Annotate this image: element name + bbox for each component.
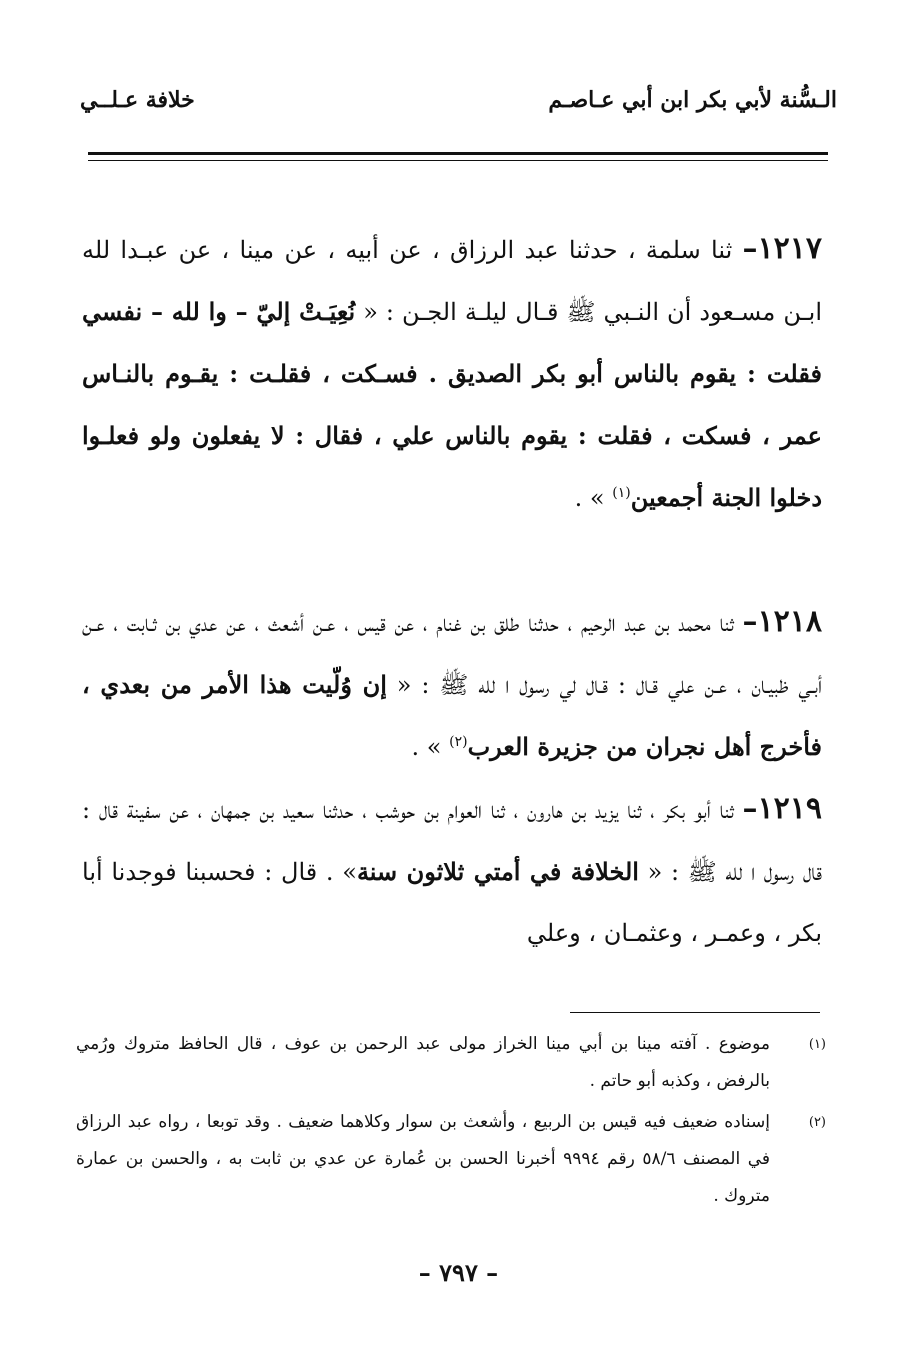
hadith-isnad: ثنا سلمة ، حدثنا عبد الرزاق ، عن أبيه ، عن مينا ، عن عبـدا لله ابـن مسـعود أن النـبي ﷺ قـال ليلـة الجـن : « bbox=[82, 236, 822, 326]
chapter-title: خلافة عـلــي bbox=[80, 87, 195, 113]
hadith-close: » . bbox=[574, 484, 613, 512]
hadith-number: ١٢١٧ bbox=[757, 231, 822, 266]
hadith-number: ١٢١٩ bbox=[757, 791, 822, 826]
hadith-1219 bbox=[82, 778, 822, 964]
footnote-ref[interactable]: (٢) bbox=[449, 734, 468, 750]
hadith-matn: الخلافة في أمتي ثلاثون سنة bbox=[356, 857, 639, 886]
footnote-1 bbox=[76, 1026, 826, 1100]
hadith-close: » . قال : فحسبنا فوجدنا أبا بكر ، وعمـر ، وعثمـان ، وعلي bbox=[82, 858, 822, 947]
hadith-dash: – bbox=[742, 231, 758, 266]
hadith-matn: إن وُلّيت هذا الأمر من بعدي ، فأخرج أهل نجران من جزيرة العرب bbox=[82, 670, 822, 761]
footnote-text: إسناده ضعيف فيه قيس بن الربيع ، وأشعث بن سوار وكلاهما ضعيف . وقد توبعا ، رواه عبد الرزاق في المصنف ٥٨/٦ رقم ٩٩٩٤ أخبرنا الحسن بن عُمارة عن عدي بن ثابت به ، والحسن بن عمارة متروك . bbox=[76, 1112, 770, 1206]
main-text bbox=[82, 218, 822, 964]
footnote-marker: (٢) bbox=[808, 1115, 826, 1130]
footnote-separator bbox=[570, 1012, 820, 1013]
running-header bbox=[80, 80, 837, 120]
footnote-marker: (١) bbox=[808, 1037, 826, 1052]
footnote-ref[interactable]: (١) bbox=[612, 485, 631, 501]
footnote-text: موضوع . آفته مينا بن أبي مينا الخراز مولى عبد الرحمن بن عوف ، قال الحافظ متروك ورُمي بالرفض ، وكذبه أبو حاتم . bbox=[76, 1034, 770, 1091]
hadith-number: ١٢١٨ bbox=[757, 604, 822, 639]
hadith-1217 bbox=[82, 218, 822, 529]
page-number: – ٧٩٧ – bbox=[418, 1258, 499, 1287]
header-rule-thin bbox=[88, 160, 828, 161]
hadith-matn: نُعِيَـتْ إليّ – وا لله – نفسي فقلت : يقوم بالناس أبو بكر الصديق . فسـكت ، فقلـت : يقـوم بالنـاس عمر ، فسكت ، فقلت : يقوم بالناس علي ، فقال : لا يفعلون ولو فعلـوا دخلوا الجنة أجمعين bbox=[82, 297, 822, 512]
footnotes bbox=[76, 1026, 826, 1219]
header-rule-thick bbox=[88, 152, 828, 155]
hadith-isnad: ثنا محمد بن عبد الرحيم ، حدثنا طلق بن غنام ، عن قيس ، عـن أشعث ، عن عدي بن ثـابت ، عـن أبـي ظبيـان ، عـن علي قـال : قـال لي رسول ا لله ﷺ : « bbox=[82, 609, 822, 699]
hadith-1218 bbox=[82, 591, 822, 778]
footnote-2 bbox=[76, 1104, 826, 1215]
hadith-dash: – bbox=[742, 791, 758, 826]
hadith-dash: – bbox=[742, 604, 758, 639]
book-title: الـسُّنة لأبي بكر ابن أبي عـاصـم bbox=[548, 87, 837, 113]
hadith-isnad: ثنا أبو بكر ، ثنا يزيد بن هارون ، ثنا العوام بن حوشب ، حدثنا سعيد بن جمهان ، عن سفينة قال : قال رسول ا لله ﷺ : « bbox=[82, 796, 822, 886]
hadith-close: » . bbox=[411, 733, 450, 761]
